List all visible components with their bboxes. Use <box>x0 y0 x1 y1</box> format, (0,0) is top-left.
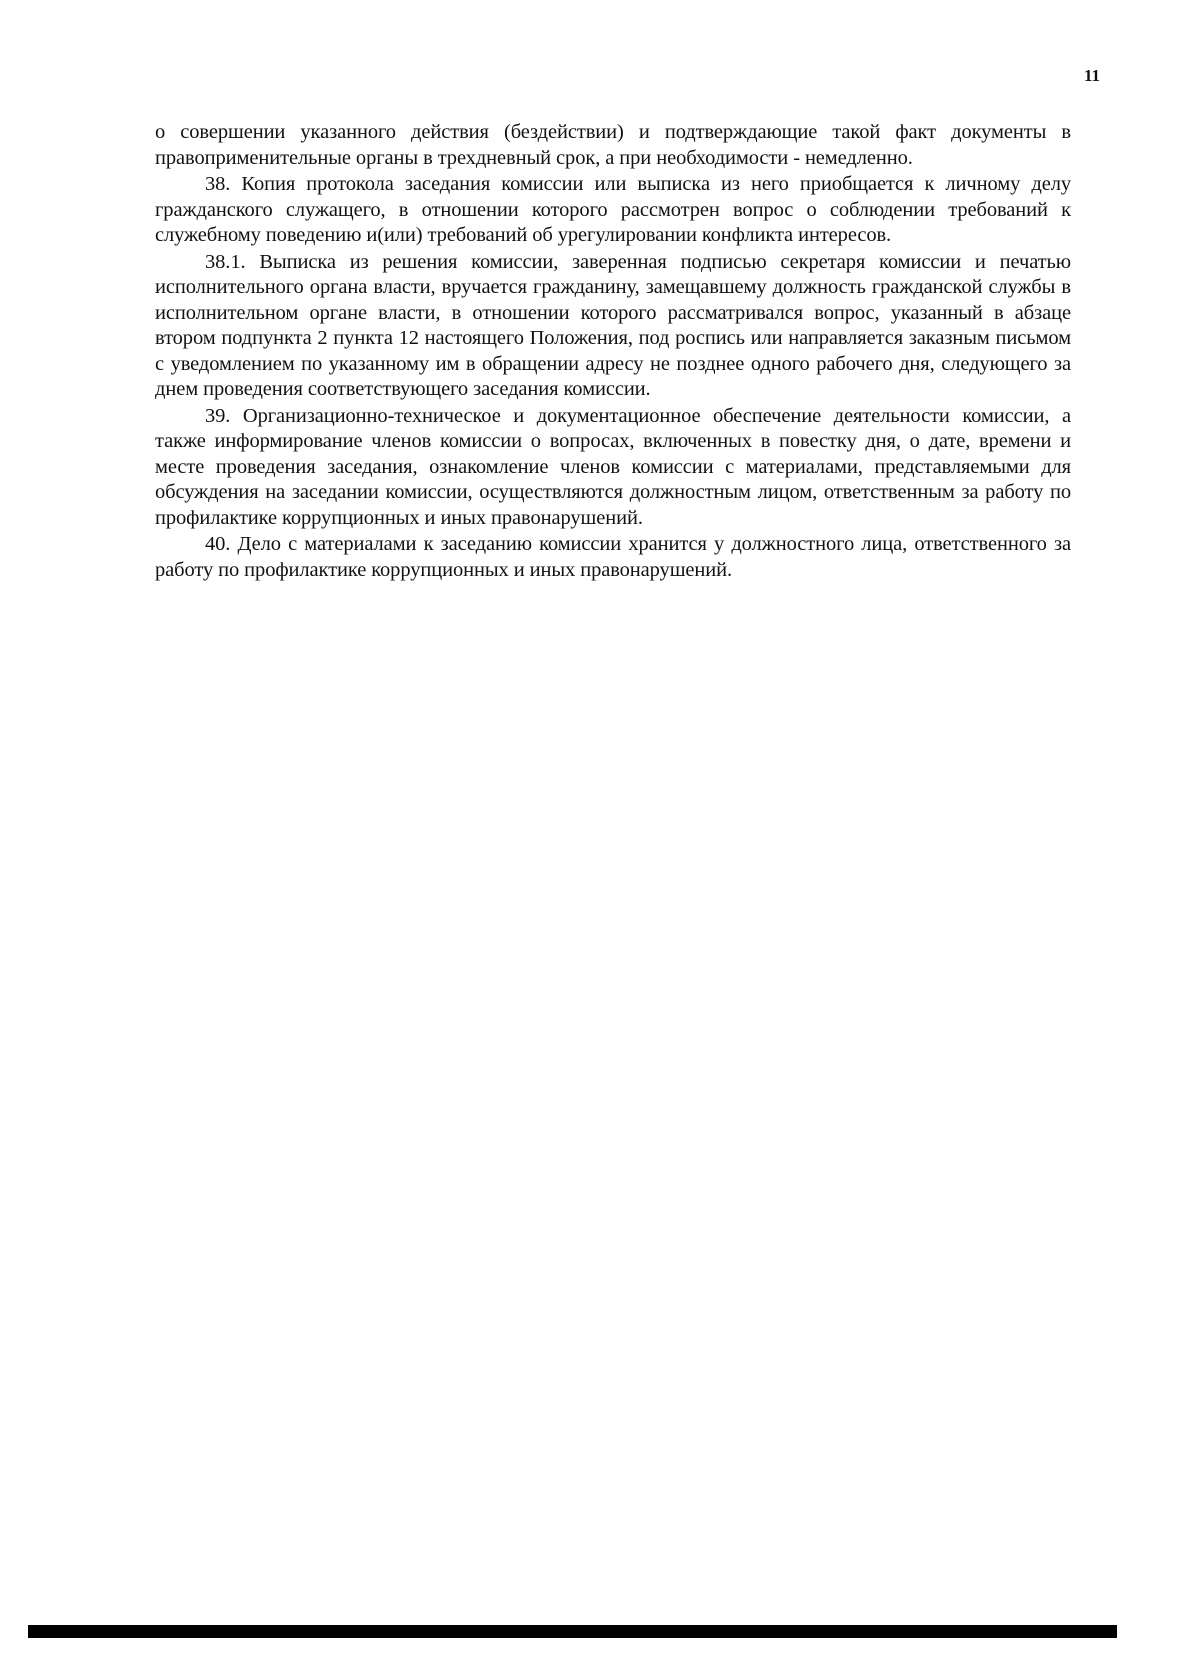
paragraph-38-1: 38.1. Выписка из решения комиссии, заверенная подписью секретаря комиссии и печатью исполнительного органа власти, вручается гражданину, замещавшему должность гражданской службы в исполнительном органе власти, в отношении которого рассматривался вопрос, указанный в абзаце втором подпункта 2 пункта 12 настоящего Положения, под роспись или направляется заказным письмом с уведомлением по указанному им в обращении адресу не позднее одного рабочего дня, следующего за днем проведения соответствующего заседания комиссии. <box>155 250 1071 400</box>
paragraph-38: 38. Копия протокола заседания комиссии или выписка из него приобщается к личному делу гражданского служащего, в отношении которого рассмотрен вопрос о соблюдении требований к служебному поведению и(или) требований об урегулировании конфликта интересов. <box>155 173 1071 246</box>
paragraph-40: 40. Дело с материалами к заседанию комиссии хранится у должностного лица, ответственного за работу по профилактике коррупционных и иных правонарушений. <box>155 533 1071 581</box>
document-body <box>155 120 1071 584</box>
paragraph-39: 39. Организационно-техническое и документационное обеспечение деятельности комиссии, а также информирование членов комиссии о вопросах, включенных в повестку дня, о дате, времени и месте проведения заседания, ознакомление членов комиссии с материалами, представляемыми для обсуждения на заседании комиссии, осуществляются должностным лицом, ответственным за работу по профилактике коррупционных и иных правонарушений. <box>155 404 1071 529</box>
scan-edge-bar <box>28 1625 1117 1638</box>
paragraph-continuation: о совершении указанного действия (бездействии) и подтверждающие такой факт документы в правоприменительные органы в трехдневный срок, а при необходимости - немедленно. <box>155 121 1071 169</box>
page-number: 11 <box>1083 66 1100 85</box>
